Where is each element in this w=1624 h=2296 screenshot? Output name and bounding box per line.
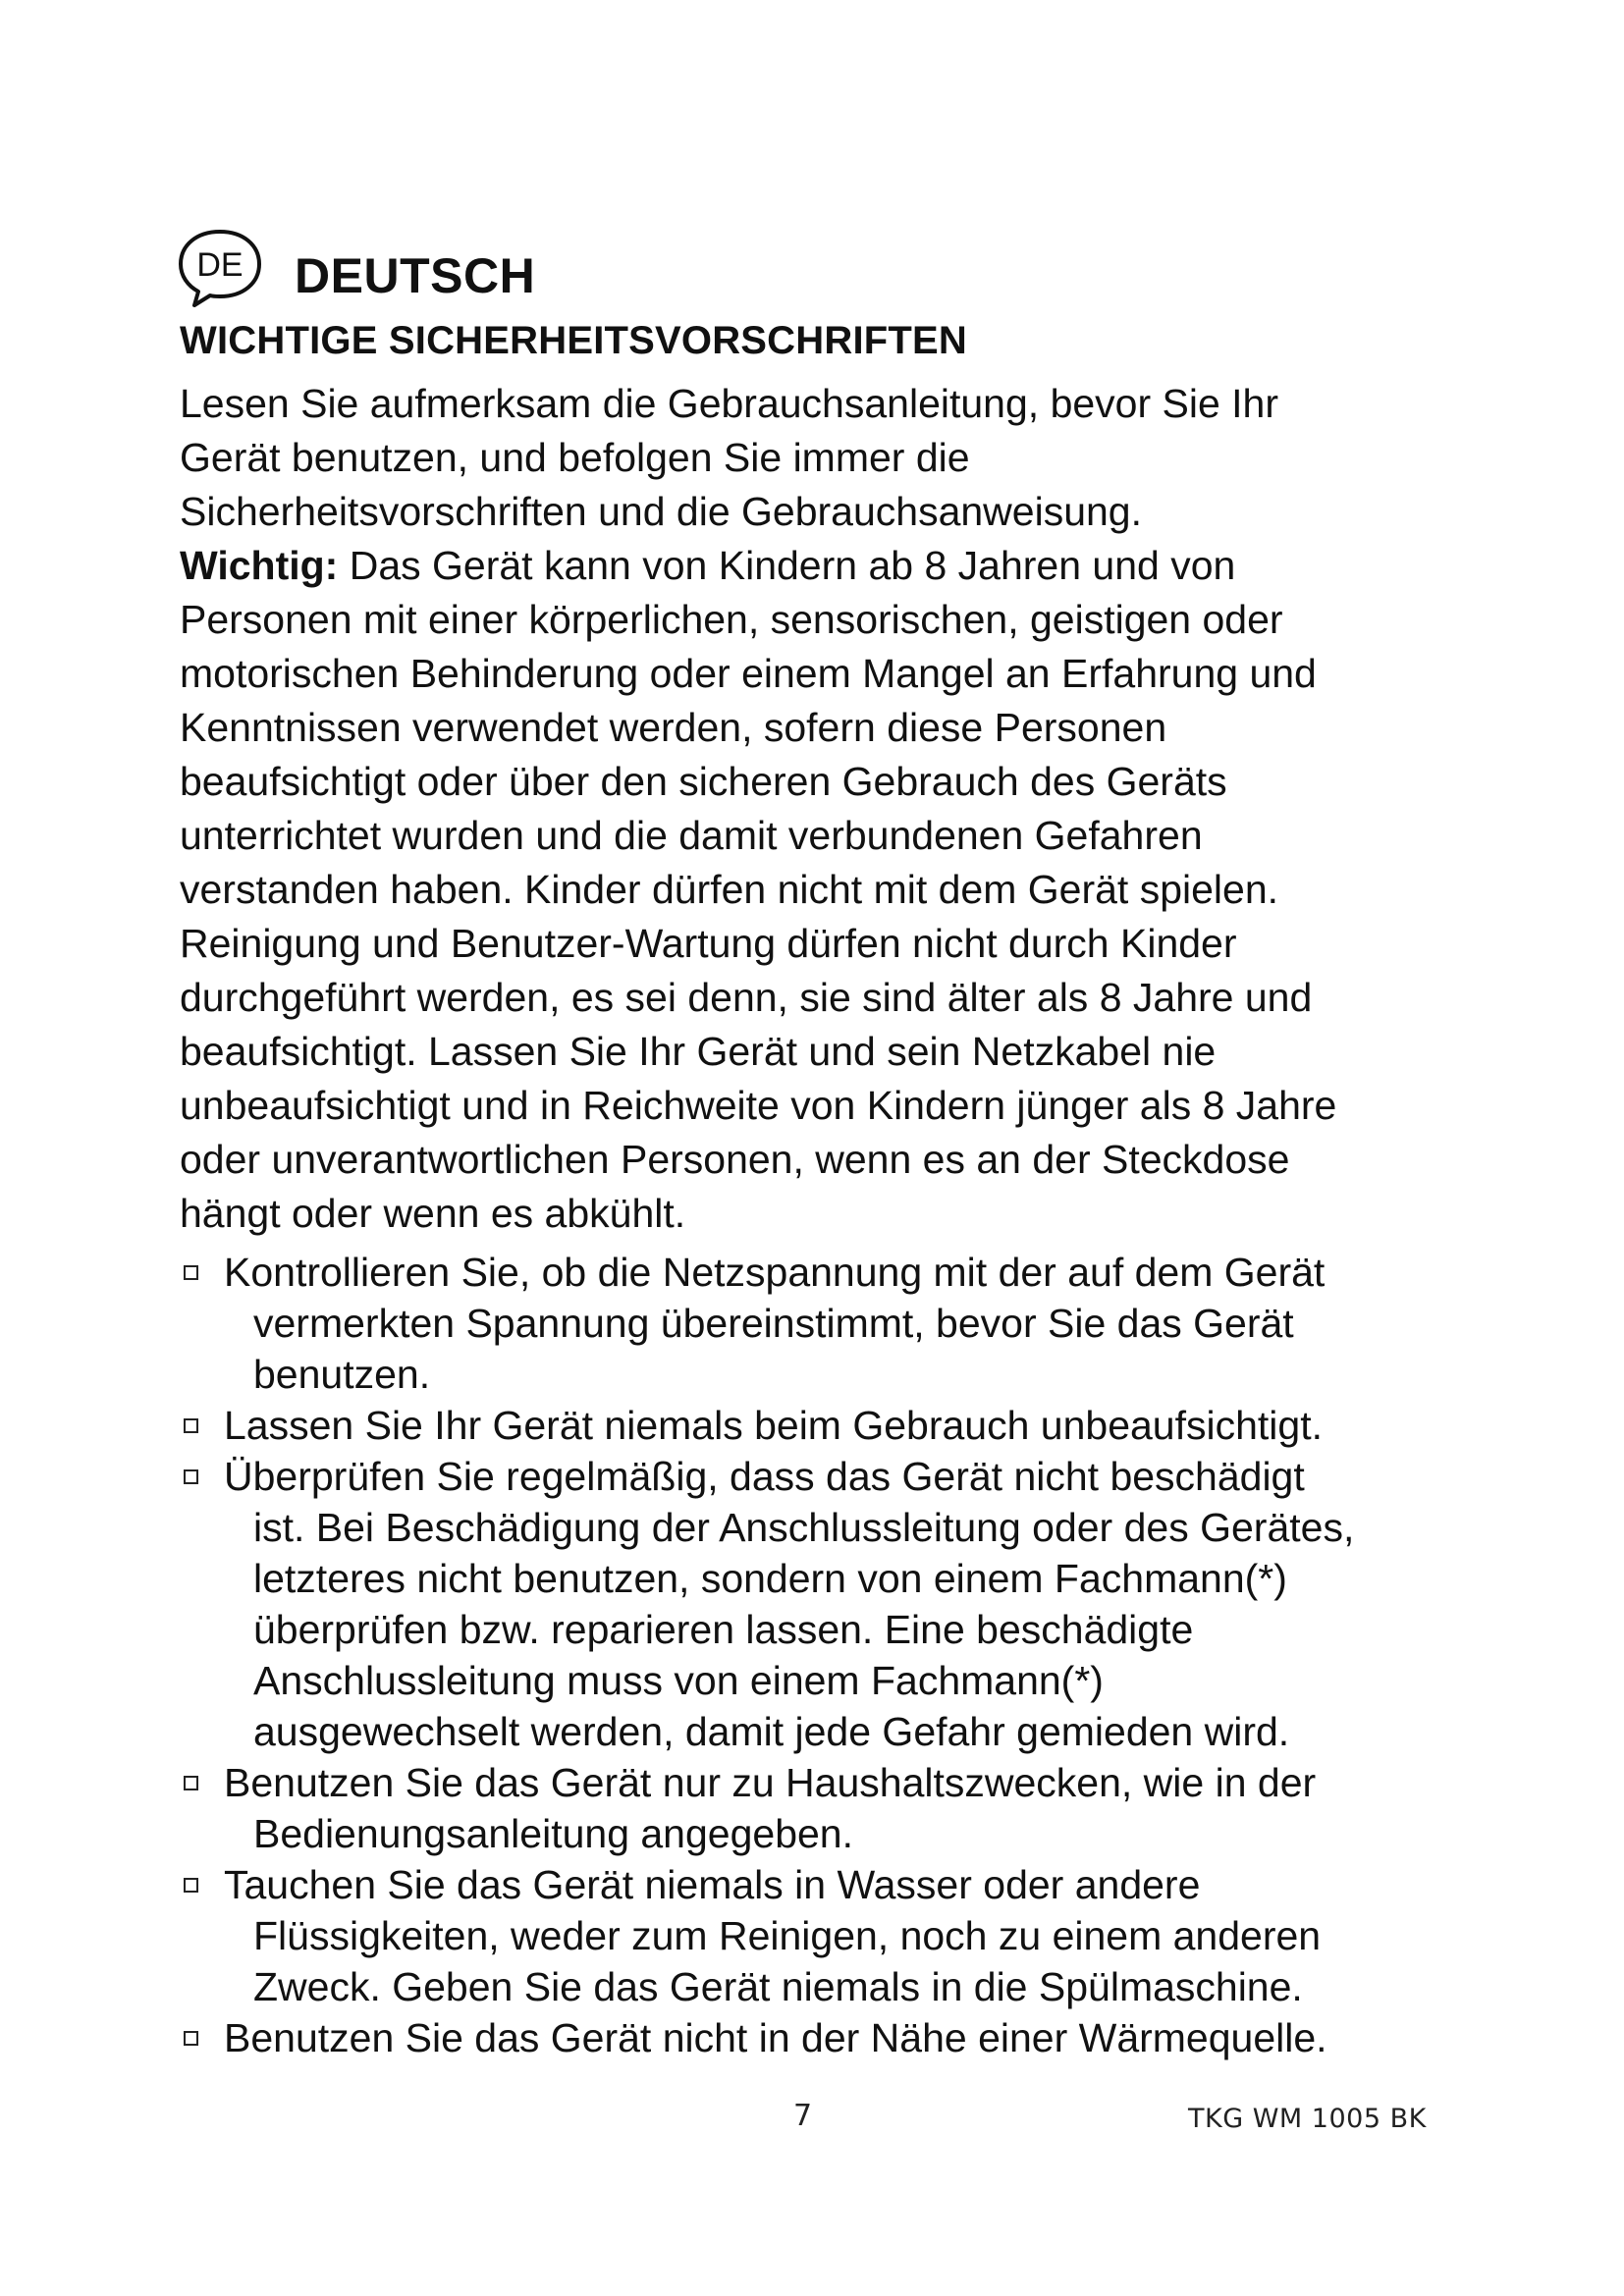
important-line: durchgeführt werden, es sei denn, sie sind älter als 8 Jahre und [180, 975, 1313, 1020]
intro-line: Sicherheitsvorschriften und die Gebrauchsanweisung. [180, 489, 1142, 534]
bullet-text-continued: benutzen. [253, 1352, 431, 1397]
bullet-item [180, 1451, 1476, 1757]
model-number: TKG WM 1005 BK [1188, 2104, 1427, 2134]
bullet-text-continued: überprüfen bzw. reparieren lassen. Eine beschädigte [253, 1607, 1194, 1652]
bullet-text: Überprüfen Sie regelmäßig, dass das Gerät nicht beschädigt [224, 1454, 1305, 1499]
important-line: beaufsichtigt oder über den sicheren Gebrauch des Geräts [180, 759, 1227, 804]
important-line: hängt oder wenn es abkühlt. [180, 1191, 686, 1236]
checkbox-bullet-icon [184, 1776, 198, 1790]
checkbox-bullet-icon [184, 2031, 198, 2046]
bullet-text: Benutzen Sie das Gerät nur zu Haushaltszwecken, wie in der [224, 1760, 1317, 1805]
language-title: DEUTSCH [295, 248, 536, 303]
intro-line: Gerät benutzen, und befolgen Sie immer die [180, 435, 970, 480]
bullet-text-continued: ausgewechselt werden, damit jede Gefahr gemieden wird. [253, 1709, 1290, 1754]
intro-line: Lesen Sie aufmerksam die Gebrauchsanleitung, bevor Sie Ihr [180, 381, 1279, 426]
bullet-text-continued: Zweck. Geben Sie das Gerät niemals in die Spülmaschine. [253, 1964, 1303, 2009]
important-line: verstanden haben. Kinder dürfen nicht mit dem Gerät spielen. [180, 867, 1279, 912]
intro-paragraph [180, 377, 1456, 1241]
speech-bubble-icon [175, 227, 265, 309]
bullet-item [180, 2012, 1476, 2063]
bullet-item [180, 1400, 1476, 1451]
bullet-item [180, 1757, 1476, 1859]
important-first-line-text: Das Gerät kann von Kindern ab 8 Jahren und von [338, 543, 1236, 588]
bullet-text: Tauchen Sie das Gerät niemals in Wasser oder andere [224, 1862, 1201, 1907]
bullet-text: Benutzen Sie das Gerät nicht in der Nähe einer Wärmequelle. [224, 2015, 1327, 2060]
checkbox-bullet-icon [184, 1469, 198, 1484]
checkbox-bullet-icon [184, 1418, 198, 1433]
page-number: 7 [793, 2099, 813, 2133]
important-line: motorischen Behinderung oder einem Mangel an Erfahrung und [180, 651, 1317, 696]
bullet-text-continued: vermerkten Spannung übereinstimmt, bevor Sie das Gerät [253, 1301, 1294, 1346]
important-line: Personen mit einer körperlichen, sensorischen, geistigen oder [180, 597, 1283, 642]
language-header [175, 224, 535, 312]
bullet-text-continued: letzteres nicht benutzen, sondern von einem Fachmann(*) [253, 1556, 1287, 1601]
important-line: Reinigung und Benutzer-Wartung dürfen nicht durch Kinder [180, 921, 1237, 966]
checkbox-bullet-icon [184, 1878, 198, 1893]
important-line: oder unverantwortlichen Personen, wenn es an der Steckdose [180, 1137, 1290, 1182]
bullet-item [180, 1859, 1476, 2012]
important-line: unbeaufsichtigt und in Reichweite von Kindern jünger als 8 Jahre [180, 1083, 1337, 1128]
language-badge-text: DE [196, 246, 244, 284]
section-title: WICHTIGE SICHERHEITSVORSCHRIFTEN [180, 319, 967, 362]
bullet-text-continued: Flüssigkeiten, weder zum Reinigen, noch zu einem anderen [253, 1913, 1322, 1958]
bullet-text: Kontrollieren Sie, ob die Netzspannung mit der auf dem Gerät [224, 1250, 1326, 1295]
important-label: Wichtig: [180, 543, 339, 588]
bullet-text-continued: ist. Bei Beschädigung der Anschlussleitung oder des Gerätes, [253, 1505, 1355, 1550]
bullet-text: Lassen Sie Ihr Gerät niemals beim Gebrauch unbeaufsichtigt. [224, 1403, 1323, 1448]
important-line: beaufsichtigt. Lassen Sie Ihr Gerät und sein Netzkabel nie [180, 1029, 1217, 1074]
bullet-text-continued: Anschlussleitung muss von einem Fachmann(*) [253, 1658, 1104, 1703]
bullet-item [180, 1247, 1476, 1400]
important-line: Kenntnissen verwendet werden, sofern diese Personen [180, 705, 1167, 750]
checkbox-bullet-icon [184, 1265, 198, 1280]
safety-bullet-list [180, 1247, 1476, 2063]
important-line: unterrichtet wurden und die damit verbundenen Gefahren [180, 813, 1203, 858]
important-first-line [180, 539, 1456, 593]
bullet-text-continued: Bedienungsanleitung angegeben. [253, 1811, 853, 1856]
